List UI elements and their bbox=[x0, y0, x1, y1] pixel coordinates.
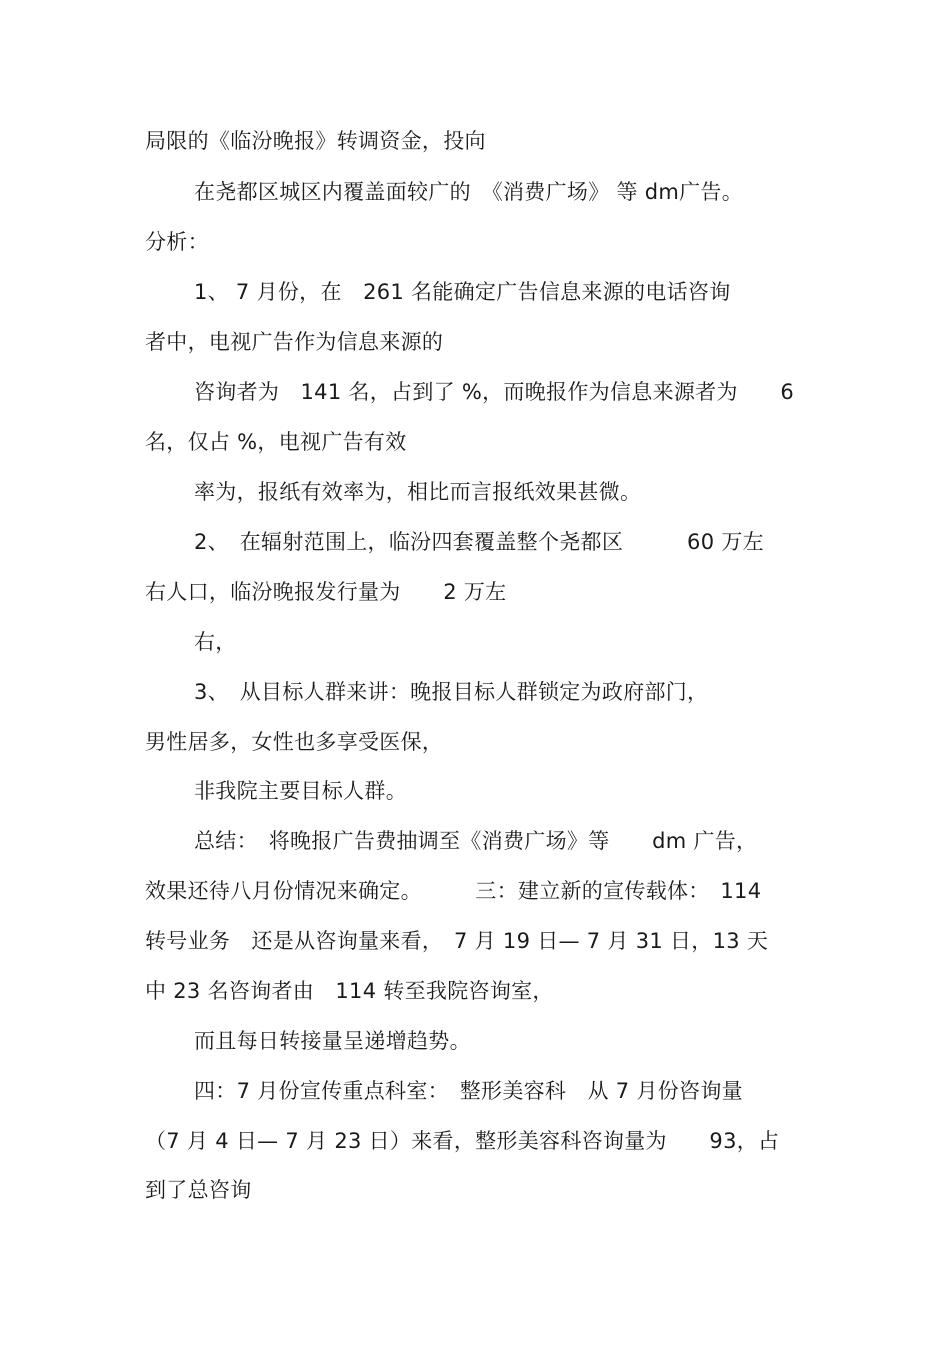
text-line: 效果还待八月份情况来确定。 三：建立新的宣传载体： 114 bbox=[145, 879, 762, 903]
text-line: 右人口，临汾晚报发行量为 2 万左 bbox=[145, 580, 507, 604]
text-line: （7 月 4 日— 7 月 23 日）来看，整形美容科咨询量为 93，占 bbox=[145, 1129, 780, 1153]
text-line: 中 23 名咨询者由 114 转至我院咨询室， bbox=[145, 979, 554, 1003]
text-line: 右， bbox=[194, 630, 237, 654]
text-line: 总结： 将晚报广告费抽调至《消费广场》等 dm 广告， bbox=[194, 829, 758, 853]
text-line: 转号业务 还是从咨询量来看， 7 月 19 日— 7 月 31 日，13 天 bbox=[145, 929, 769, 953]
text-line: 咨询者为 141 名，占到了 %，而晚报作为信息来源者为 6 bbox=[194, 380, 795, 404]
text-line: 非我院主要目标人群。 bbox=[194, 779, 407, 803]
text-line: 四：7 月份宣传重点科室： 整形美容科 从 7 月份咨询量 bbox=[194, 1079, 743, 1103]
text-line: 3、 从目标人群来讲：晚报目标人群锁定为政府部门， bbox=[194, 680, 709, 704]
text-line: 在尧都区城区内覆盖面较广的 《消费广场》 等 dm广告。 bbox=[194, 180, 744, 204]
text-line: 1、 7 月份，在 261 名能确定广告信息来源的电话咨询 bbox=[194, 280, 731, 304]
text-line: 者中，电视广告作为信息来源的 bbox=[145, 330, 444, 354]
text-line: 分析： bbox=[145, 230, 209, 254]
text-line: 局限的《临汾晚报》转调资金，投向 bbox=[145, 129, 486, 153]
text-line: 到了总咨询 bbox=[145, 1178, 252, 1202]
text-line: 男性居多，女性也多享受医保， bbox=[145, 730, 444, 754]
text-line: 2、 在辐射范围上，临汾四套覆盖整个尧都区 60 万左 bbox=[194, 530, 764, 554]
text-line: 名，仅占 %，电视广告有效 bbox=[145, 430, 407, 454]
text-line: 率为，报纸有效率为，相比而言报纸效果甚微。 bbox=[194, 480, 642, 504]
text-line: 而且每日转接量呈递增趋势。 bbox=[194, 1029, 471, 1053]
